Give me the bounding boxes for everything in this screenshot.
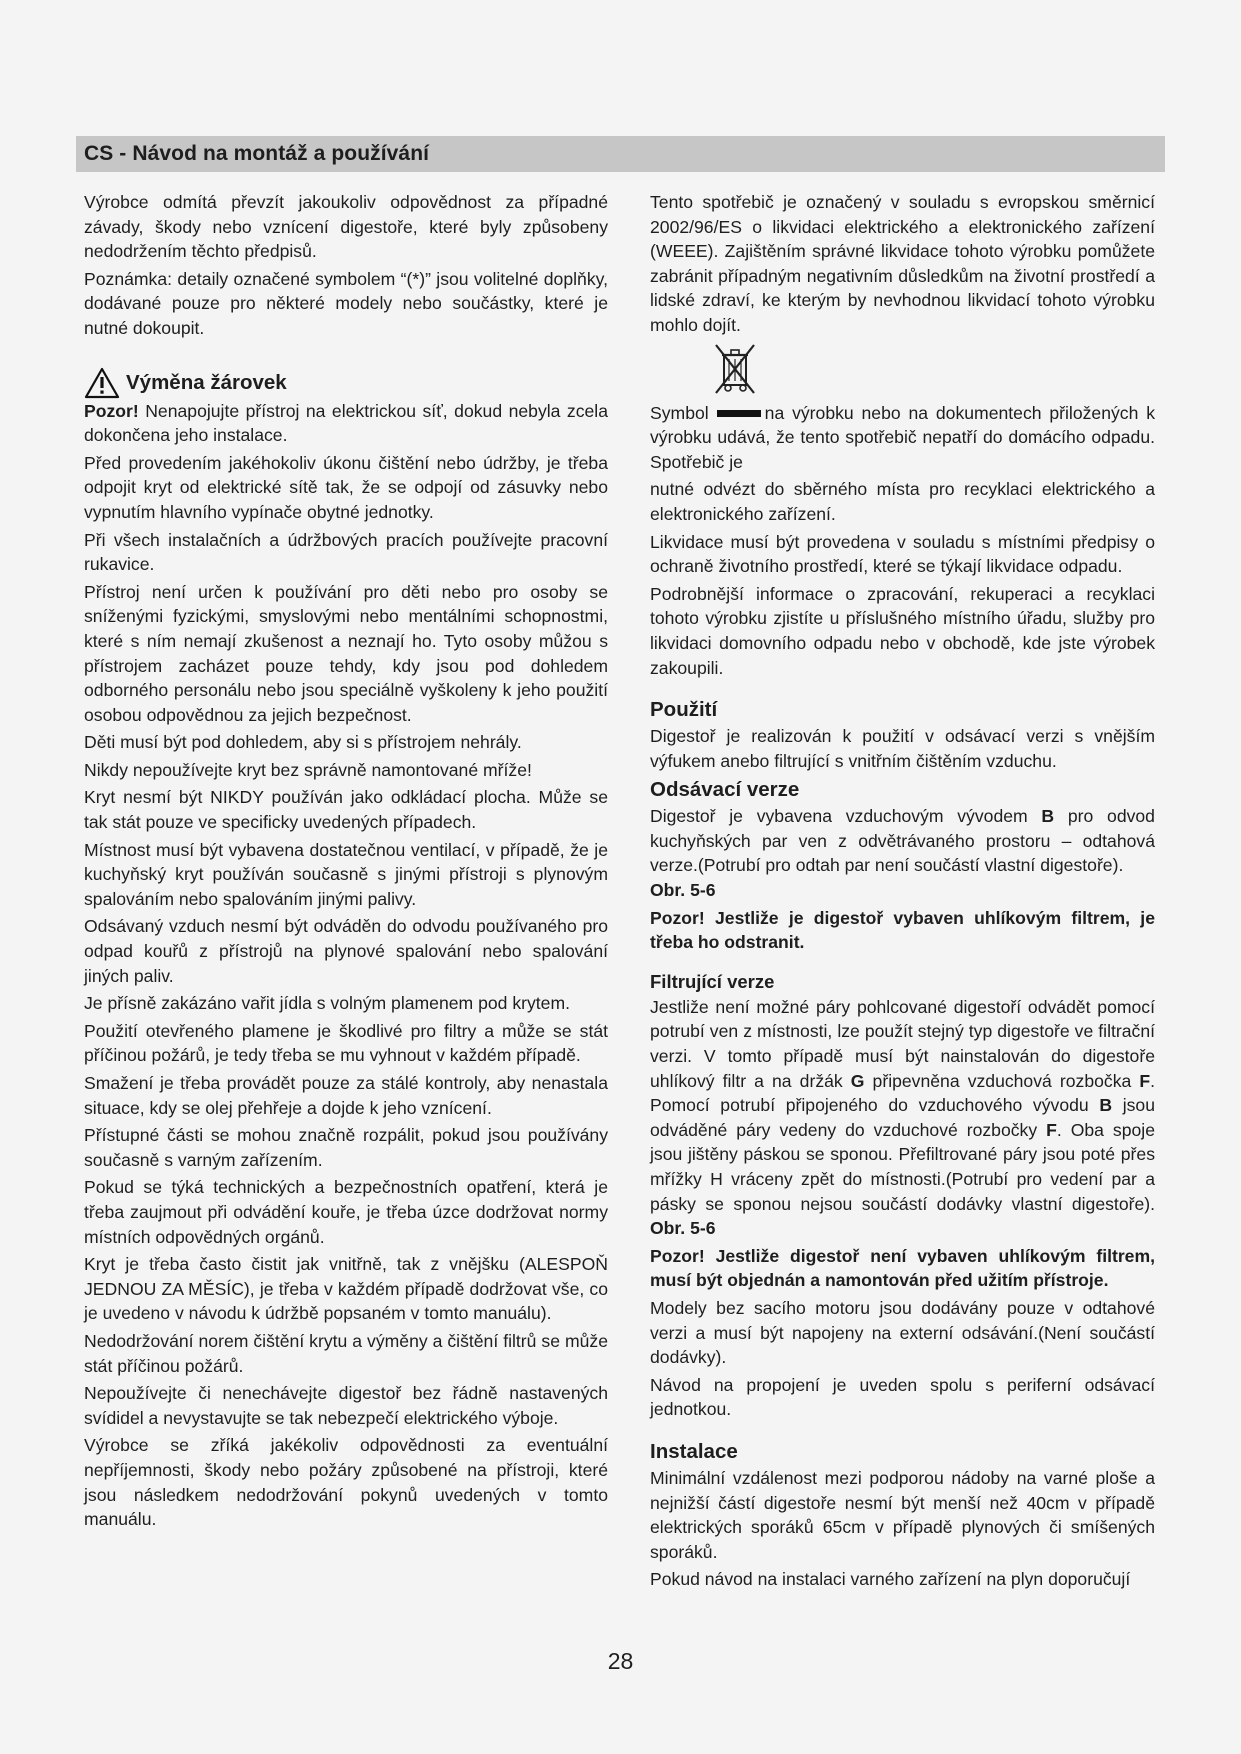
body-paragraph: Při všech instalačních a údržbových pracích používejte pracovní rukavice. (84, 529, 608, 575)
filter-title: Filtrující verze (650, 970, 775, 992)
label-g: G (850, 1070, 865, 1091)
body-paragraph: Místnost musí být vybavena dostatečnou ventilací, v případě, že je kuchyňský kryt používán současně s jinými přístroji s plynovým spalováním nebo spalováním jinými palivy. (84, 839, 608, 909)
warning-label: Pozor! (84, 400, 139, 421)
warning-triangle-icon (84, 367, 120, 399)
body-paragraph: Smažení je třeba provádět pouze za stálé kontroly, aby nenastala situace, kdy se olej přehřeje a dojde k jeho vznícení. (84, 1073, 608, 1118)
symbol-prefix: Symbol (650, 402, 709, 423)
body-paragraph: Před provedením jakéhokoliv úkonu čištění nebo údržby, je třeba odpojit kryt od elektrické sítě tak, že se odpojí od zásuvky nebo vypnutím hlavního vypínače obytné jednotky. (84, 452, 608, 522)
exhaust-text: Digestoř je vybavena vzduchovým vývodem (650, 806, 1042, 827)
filter-warning: Pozor! Jestliže digestoř není vybaven uhlíkovým filtrem, musí být objednán a namontován před užitím přístroje. (650, 1245, 1155, 1291)
figure-reference: Obr. 5-6 (650, 880, 716, 901)
warning-text: Nenapojujte přístroj na elektrickou síť, dokud nebyla zcela dokončena jeho instalace. (84, 400, 608, 446)
body-paragraph: Přístroj není určen k používání pro děti nebo pro osoby se sníženými fyzickými, smyslovými nebo mentálními schopnostmi, které s ním nemají zkušenost a neznají ho. Tyto osoby můžou s přístrojem zacházet pouze tehdy, kdy jsou pod dohledem odborného personálu nebo jsou speciálně vyškoleny k jeho použití osobou odpovědnou za jejich bezpečnost. (84, 581, 608, 725)
section-heading-bulbs (84, 367, 608, 399)
filter-paragraph (650, 995, 1155, 1241)
weee-symbol (650, 341, 1155, 401)
page-title: CS - Návod na montáž a používání (84, 142, 430, 165)
body-paragraph: Použití otevřeného plamene je škodlivé pro filtry a může se stát příčinou požárů, je tedy třeba se mu vyhnout v každém případě. (84, 1020, 608, 1066)
disposal-paragraph: nutné odvézt do sběrného místa pro recyklaci elektrického a elektronického zařízení. (650, 479, 1155, 524)
body-paragraph: Kryt nesmí být NIKDY používán jako odkládací plocha. Může se tak stát pouze ve specificky uvedených případech. (84, 787, 608, 833)
body-paragraph: Odsávaný vzduch nesmí být odváděn do odvodu používaného pro odpad kouřů z přístrojů na plynové spalování nebo spalování jiných paliv. (84, 916, 608, 986)
crossed-bin-icon (712, 341, 758, 397)
exhaust-title: Odsávací verze (650, 778, 800, 802)
install-paragraph: Minimální vzdálenost mezi podporou nádoby na varné ploše a nejnižší částí digestoře nesmí být menší než 40cm v případě elektrických sporáků 65cm v případě plynových či smíšených sporáků. (650, 1467, 1155, 1562)
install-paragraph: Pokud návod na instalaci varného zařízení na plyn doporučují (650, 1569, 1131, 1590)
section-header-bar (76, 136, 1165, 172)
filter-text: . Oba spoje jsou jištěny páskou se sponou. Přefiltrované páry jsou poté přes mřížky H vráceny zpět do místnosti.(Potrubí pro vedení par a pásky se sponou nejsou součástí dodávky vlastní digestoře). (650, 1119, 1155, 1214)
install-title: Instalace (650, 1439, 738, 1463)
filter-note: Modely bez sacího motoru jsou dodávány pouze v odtahové verzi a musí být napojeny na externí odsávání.(Není součástí dodávky). (650, 1297, 1155, 1368)
body-paragraph: Přístupné části se mohou značně rozpálit, pokud jsou používány současně s varným zařízením. (84, 1125, 608, 1170)
intro-paragraph: Výrobce odmítá převzít jakoukoliv odpovědnost za případné závady, škody nebo vznícení digestoře, které byly způsobeny nedodržením těchto předpisů. (84, 192, 608, 262)
disposal-paragraph: Podrobnější informace o zpracování, rekuperaci a recyklaci tohoto výrobku zjistíte u příslušného místního úřadu, služby pro likvidaci domovního odpadu nebo v obchodě, kde jste výrobek zakoupili. (650, 583, 1155, 678)
body-paragraph: Nikdy nepoužívejte kryt bez správně namontované mříže! (84, 759, 532, 780)
exhaust-text: pro odvod kuchyňských par ven z odvětrávaného prostoru – odtahová verze.(Potrubí pro odtah par není součástí vlastní digestoře). (650, 806, 1155, 876)
body-paragraph: Kryt je třeba často čistit jak vnitřně, tak z vnějšku (ALESPOŇ JEDNOU ZA MĚSÍC), je třeba v každém případě dodržovat vše, co je uvedeno v návodu k údržbě popsaném v tomto manuálu). (84, 1254, 608, 1324)
use-paragraph: Digestoř je realizován k použití v odsávací verzi s vnějším výfukem anebo filtrující s vnitřním čištěním vzduchu. (650, 726, 1155, 771)
label-f: F (1139, 1070, 1151, 1091)
symbol-paragraph (650, 401, 1155, 475)
disposal-paragraph: Likvidace musí být provedena v souladu s místními předpisy o ochraně životního prostředí, které se týkají likvidace odpadu. (650, 531, 1155, 577)
label-b: B (1099, 1095, 1113, 1116)
exhaust-paragraph (650, 804, 1155, 902)
label-f: F (1046, 1119, 1057, 1140)
body-paragraph: Pokud se týká technických a bezpečnostních opatření, která je třeba zaujmout při odvádění kouře, je třeba úzce dodržovat normy místních odpovědných orgánů. (84, 1177, 608, 1247)
warning-paragraph (84, 399, 608, 448)
exhaust-warning: Pozor! Jestliže je digestoř vybaven uhlíkovým filtrem, je třeba ho odstranit. (650, 907, 1155, 953)
use-title: Použití (650, 698, 718, 722)
right-column (650, 190, 1155, 1595)
black-bar-symbol-icon (717, 410, 761, 417)
page-number: 28 (607, 1648, 634, 1674)
symbol-text: na výrobku nebo na dokumentech přiložených k výrobku udává, že tento spotřebič nepatří do domácího odpadu. Spotřebič je (650, 402, 1155, 472)
filter-note: Návod na propojení je uveden spolu s periferní odsávací jednotkou. (650, 1374, 1155, 1420)
body-paragraph: Výrobce se zříká jakékoliv odpovědnosti za eventuální nepříjemnosti, škody nebo požáry způsobené na přístroji, které jsou následkem nedodržování pokynů uvedených v tomto manuálu. (84, 1435, 608, 1530)
filter-text: . Pomocí potrubí připojeného do vzduchového vývodu (650, 1070, 1155, 1116)
body-paragraph: Děti musí být pod dohledem, aby si s přístrojem nehrály. (84, 732, 522, 753)
filter-text: připevněna vzduchová rozbočka (864, 1070, 1140, 1091)
weee-paragraph: Tento spotřebič je označený v souladu s evropskou směrnicí 2002/96/ES o likvidaci elektrického a elektronického zařízení (WEEE). Zajištěním správné likvidace tohoto výrobku pomůžete zabránit případným negativním důsledkům na životní prostředí a lidské zdraví, ke kterým by nevhodnou likvidací tohoto výrobku mohlo dojít. (650, 192, 1155, 335)
section-title: Výměna žárovek (126, 370, 287, 394)
body-paragraph: Je přísně zakázáno vařit jídla s volným plamenem pod krytem. (84, 993, 570, 1014)
label-b: B (1041, 806, 1055, 827)
figure-reference: Obr. 5-6 (650, 1218, 716, 1239)
left-column (84, 190, 608, 1535)
body-paragraph: Nepoužívejte či nenechávejte digestoř bez řádně nastavených svídidel a nevystavujte se tak nebezpečí elektrického výboje. (84, 1383, 608, 1428)
intro-paragraph: Poznámka: detaily označené symbolem “(*)” jsou volitelné doplňky, dodávané pouze pro některé modely nebo součástky, které je nutné dokoupit. (84, 268, 608, 338)
filter-text: jsou odváděné páry vedeny do vzduchové rozbočky (650, 1095, 1155, 1140)
filter-text: Jestliže není možné páry pohlcované digestoří odvádět pomocí potrubí ven z místnosti, lze použít stejný typ digestoře ve filtrační verzi. V tomto případě musí být nainstalován do digestoře uhlíkový filtr a na držák (650, 996, 1155, 1091)
body-paragraph: Nedodržování norem čištění krytu a výměny a čištění filtrů se může stát příčinou požárů. (84, 1330, 608, 1376)
